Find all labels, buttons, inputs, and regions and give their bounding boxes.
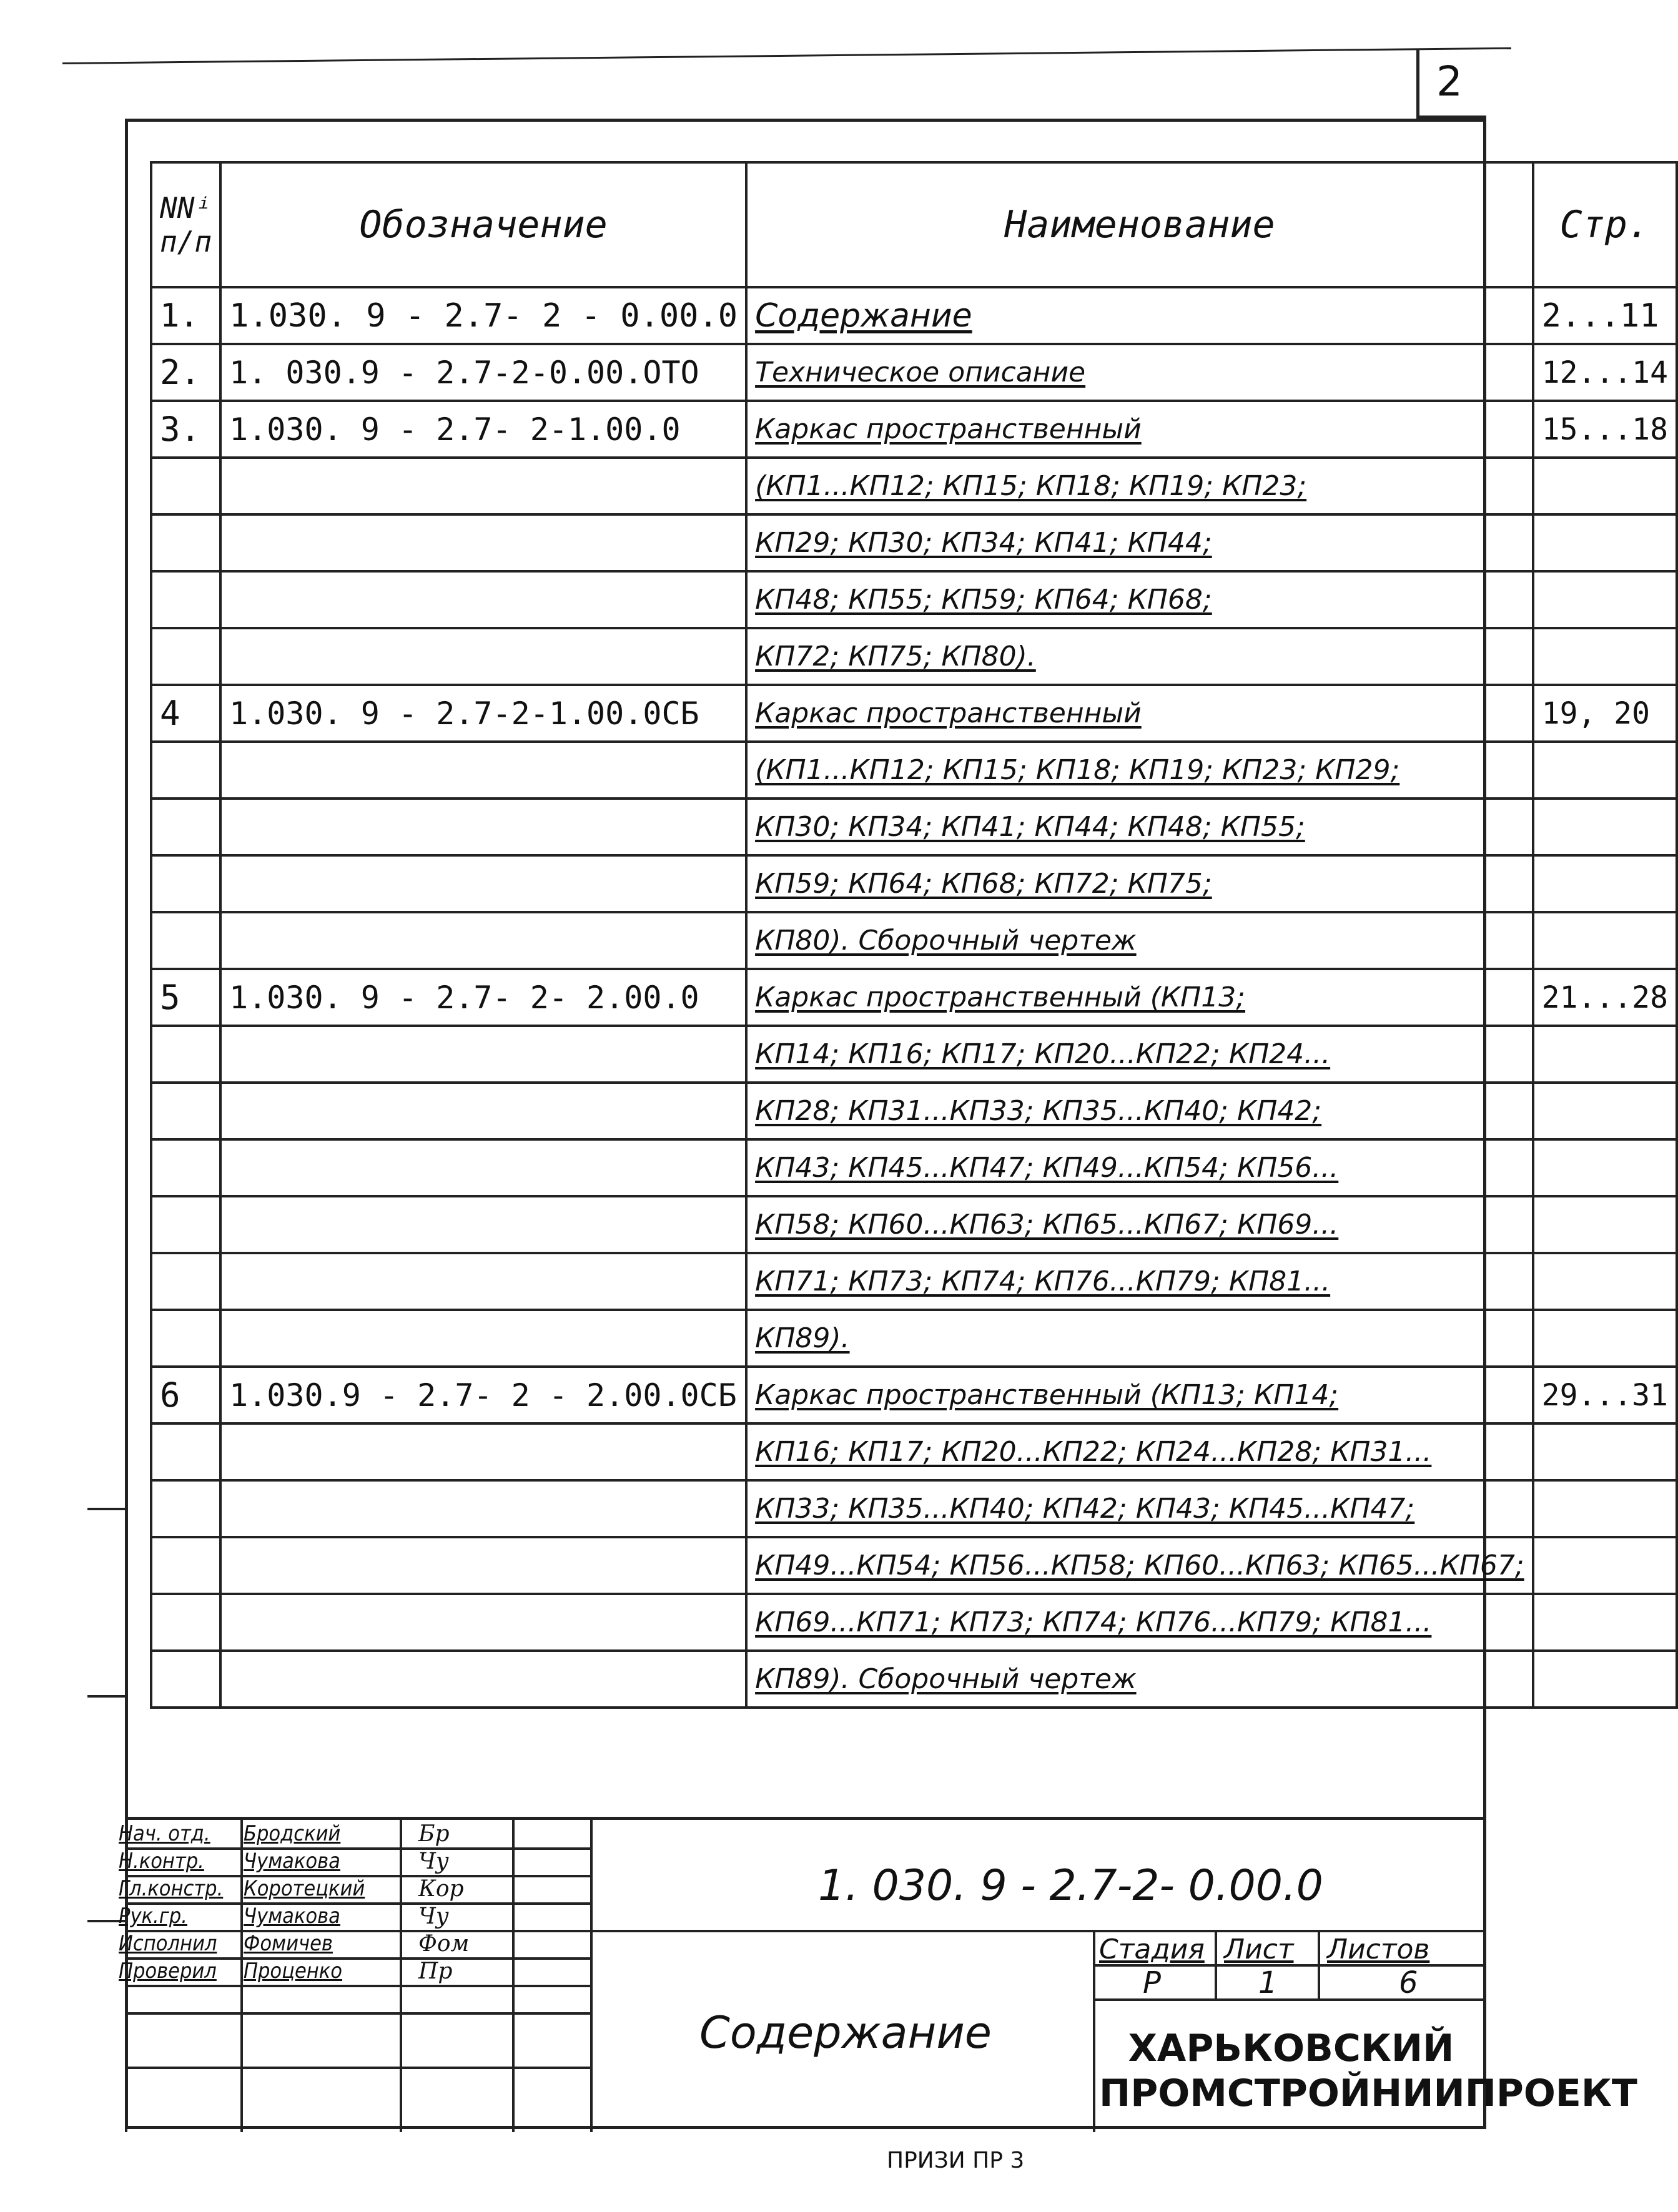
sheets-label: Листов <box>1327 1934 1430 1965</box>
row-num <box>151 514 220 571</box>
row-num <box>151 855 220 912</box>
row-designation <box>220 912 746 969</box>
table-row <box>151 969 1677 1026</box>
role-checked-by: Проверил <box>119 1959 217 1983</box>
row-num <box>151 912 220 969</box>
table-row <box>151 1026 1677 1083</box>
row-num <box>151 458 220 514</box>
row-designation <box>220 1480 746 1537</box>
stage-label: Стадия <box>1099 1934 1205 1965</box>
row-name: КП28; КП31...КП33; КП35...КП40; КП42; <box>746 1083 1533 1139</box>
row-page: 15...18 <box>1533 401 1677 458</box>
row-page: 12...14 <box>1533 344 1677 401</box>
row-name: КП89). Сборочный чертеж <box>746 1651 1533 1708</box>
row-num <box>151 628 220 685</box>
table-row <box>151 1537 1677 1594</box>
table-row <box>151 1651 1677 1708</box>
row-name: Каркас пространственный (КП13; КП14; <box>746 1367 1533 1423</box>
row-page <box>1533 1026 1677 1083</box>
table-row <box>151 287 1677 344</box>
role-executed-by: Исполнил <box>119 1931 217 1956</box>
signature-mark: Чу <box>418 1849 449 1874</box>
row-num <box>151 1196 220 1253</box>
row-designation <box>220 628 746 685</box>
row-name: КП43; КП45...КП47; КП49...КП54; КП56... <box>746 1139 1533 1196</box>
row-designation <box>220 1423 746 1480</box>
organization-line2: ПРОМСТРОЙНИИПРОЕКТ <box>1099 2072 1637 2115</box>
table-row <box>151 514 1677 571</box>
table-row <box>151 912 1677 969</box>
footer-fragment: ПРИЗИ ПР 3 <box>887 2148 1025 2173</box>
row-designation <box>220 1651 746 1708</box>
title-block <box>119 1817 1637 2132</box>
row-num <box>151 799 220 855</box>
table-row <box>151 1083 1677 1139</box>
row-num: 3. <box>151 401 220 458</box>
row-page <box>1533 1480 1677 1537</box>
row-num <box>151 571 220 628</box>
sheets-value: 6 <box>1399 1965 1418 2000</box>
row-name: КП16; КП17; КП20...КП22; КП24...КП28; КП31... <box>746 1423 1533 1480</box>
row-num <box>151 1594 220 1651</box>
table-row <box>151 628 1677 685</box>
row-page <box>1533 628 1677 685</box>
row-name: КП14; КП16; КП17; КП20...КП22; КП24... <box>746 1026 1533 1083</box>
table-row <box>151 1367 1677 1423</box>
signature-mark: Пр <box>418 1959 453 1984</box>
row-page <box>1533 571 1677 628</box>
table-row <box>151 742 1677 799</box>
row-page: 29...31 <box>1533 1367 1677 1423</box>
row-num <box>151 1423 220 1480</box>
row-page <box>1533 1651 1677 1708</box>
table-row <box>151 1196 1677 1253</box>
row-designation <box>220 514 746 571</box>
person-chief-designer: Коротецкий <box>244 1876 365 1901</box>
row-num <box>151 1253 220 1310</box>
table-row <box>151 1139 1677 1196</box>
person-head-of-department: Бродский <box>244 1821 341 1846</box>
person-executed-by: Фомичев <box>244 1931 333 1956</box>
row-name: Каркас пространственный <box>746 401 1533 458</box>
top-border-line <box>62 47 1511 64</box>
organization-line1: ХАРЬКОВСКИЙ <box>1128 2027 1454 2070</box>
row-designation <box>220 1310 746 1367</box>
row-name: КП30; КП34; КП41; КП44; КП48; КП55; <box>746 799 1533 855</box>
row-num: 1. <box>151 287 220 344</box>
row-name: (КП1...КП12; КП15; КП18; КП19; КП23; КП29; <box>746 742 1533 799</box>
row-page <box>1533 1253 1677 1310</box>
row-designation <box>220 742 746 799</box>
row-designation: 1.030. 9 - 2.7- 2-1.00.0 <box>220 401 746 458</box>
row-num <box>151 1083 220 1139</box>
margin-tick <box>87 1508 125 1510</box>
row-page <box>1533 514 1677 571</box>
row-page <box>1533 458 1677 514</box>
row-page: 2...11 <box>1533 287 1677 344</box>
row-designation: 1. 030.9 - 2.7-2-0.00.ОТО <box>220 344 746 401</box>
row-page <box>1533 1083 1677 1139</box>
table-row <box>151 1310 1677 1367</box>
stage-value: Р <box>1143 1965 1161 2000</box>
row-num <box>151 1026 220 1083</box>
row-designation <box>220 1196 746 1253</box>
signature-mark: Кор <box>418 1876 464 1902</box>
row-num <box>151 1480 220 1537</box>
table-row <box>151 855 1677 912</box>
row-name: КП59; КП64; КП68; КП72; КП75; <box>746 855 1533 912</box>
row-name: КП48; КП55; КП59; КП64; КП68; <box>746 571 1533 628</box>
role-group-lead: Рук.гр. <box>119 1904 187 1929</box>
table-row <box>151 1594 1677 1651</box>
sheet-label: Лист <box>1224 1934 1294 1965</box>
row-designation <box>220 571 746 628</box>
row-name: КП69...КП71; КП73; КП74; КП76...КП79; КП81... <box>746 1594 1533 1651</box>
table-row <box>151 571 1677 628</box>
row-designation <box>220 458 746 514</box>
row-num <box>151 1537 220 1594</box>
row-page: 21...28 <box>1533 969 1677 1026</box>
row-name: Техническое описание <box>746 344 1533 401</box>
row-designation <box>220 1083 746 1139</box>
header-page: Стр. <box>1533 162 1677 287</box>
signature-mark: Чу <box>418 1904 449 1929</box>
row-designation: 1.030.9 - 2.7- 2 - 2.00.0СБ <box>220 1367 746 1423</box>
row-name: Каркас пространственный (КП13; <box>746 969 1533 1026</box>
row-name: КП71; КП73; КП74; КП76...КП79; КП81... <box>746 1253 1533 1310</box>
role-norm-control: Н.контр. <box>119 1849 204 1874</box>
row-page <box>1533 1310 1677 1367</box>
row-page <box>1533 1594 1677 1651</box>
table-row <box>151 344 1677 401</box>
document-title: Содержание <box>699 2007 992 2058</box>
table-row <box>151 401 1677 458</box>
row-num <box>151 1310 220 1367</box>
row-name: (КП1...КП12; КП15; КП18; КП19; КП23; <box>746 458 1533 514</box>
row-num: 4 <box>151 685 220 742</box>
row-num: 5 <box>151 969 220 1026</box>
table-header-row <box>151 162 1677 287</box>
row-page: 19, 20 <box>1533 685 1677 742</box>
row-name: КП33; КП35...КП40; КП42; КП43; КП45...КП47; <box>746 1480 1533 1537</box>
row-designation <box>220 855 746 912</box>
person-norm-control: Чумакова <box>244 1849 340 1874</box>
table-row <box>151 799 1677 855</box>
row-page <box>1533 1196 1677 1253</box>
role-chief-designer: Гл.констр. <box>119 1876 224 1901</box>
row-name: КП58; КП60...КП63; КП65...КП67; КП69... <box>746 1196 1533 1253</box>
row-page <box>1533 855 1677 912</box>
row-name: КП89). <box>746 1310 1533 1367</box>
row-num: 2. <box>151 344 220 401</box>
row-num <box>151 1139 220 1196</box>
row-name: КП80). Сборочный чертеж <box>746 912 1533 969</box>
row-designation: 1.030. 9 - 2.7- 2- 2.00.0 <box>220 969 746 1026</box>
table-row <box>151 458 1677 514</box>
row-designation <box>220 1594 746 1651</box>
sheet-value: 1 <box>1258 1965 1278 2000</box>
person-checked-by: Проценко <box>244 1959 342 1983</box>
role-head-of-department: Нач. отд. <box>119 1821 210 1846</box>
row-designation <box>220 1537 746 1594</box>
row-page <box>1533 1423 1677 1480</box>
row-designation: 1.030. 9 - 2.7- 2 - 0.00.0 <box>220 287 746 344</box>
row-name: КП49...КП54; КП56...КП58; КП60...КП63; КП65...КП67; <box>746 1537 1533 1594</box>
row-page <box>1533 799 1677 855</box>
header-num: NNⁱ п/п <box>151 162 220 287</box>
person-group-lead: Чумакова <box>244 1904 340 1929</box>
row-page <box>1533 912 1677 969</box>
row-num <box>151 1651 220 1708</box>
row-name: КП72; КП75; КП80). <box>746 628 1533 685</box>
table-row <box>151 1480 1677 1537</box>
row-name: КП29; КП30; КП34; КП41; КП44; <box>746 514 1533 571</box>
header-designation: Обозначение <box>220 162 746 287</box>
row-designation <box>220 1253 746 1310</box>
row-designation: 1.030. 9 - 2.7-2-1.00.0СБ <box>220 685 746 742</box>
row-name: Содержание <box>746 287 1533 344</box>
sheet-number: 2 <box>1436 57 1463 106</box>
row-designation <box>220 1139 746 1196</box>
row-designation <box>220 799 746 855</box>
table-row <box>151 1253 1677 1310</box>
table-row <box>151 1423 1677 1480</box>
row-page <box>1533 1139 1677 1196</box>
document-code: 1. 030. 9 - 2.7-2- 0.00.0 <box>818 1861 1323 1910</box>
row-designation <box>220 1026 746 1083</box>
margin-tick <box>87 1695 125 1698</box>
row-num: 6 <box>151 1367 220 1423</box>
table-row <box>151 685 1677 742</box>
contents-table <box>150 161 1678 1709</box>
signature-mark: Фом <box>418 1931 470 1957</box>
row-name: Каркас пространственный <box>746 685 1533 742</box>
row-page <box>1533 742 1677 799</box>
row-num <box>151 742 220 799</box>
signature-mark: Бр <box>418 1821 450 1847</box>
organization-name <box>1099 2026 1637 2116</box>
row-page <box>1533 1537 1677 1594</box>
header-name: Наименование <box>746 162 1533 287</box>
